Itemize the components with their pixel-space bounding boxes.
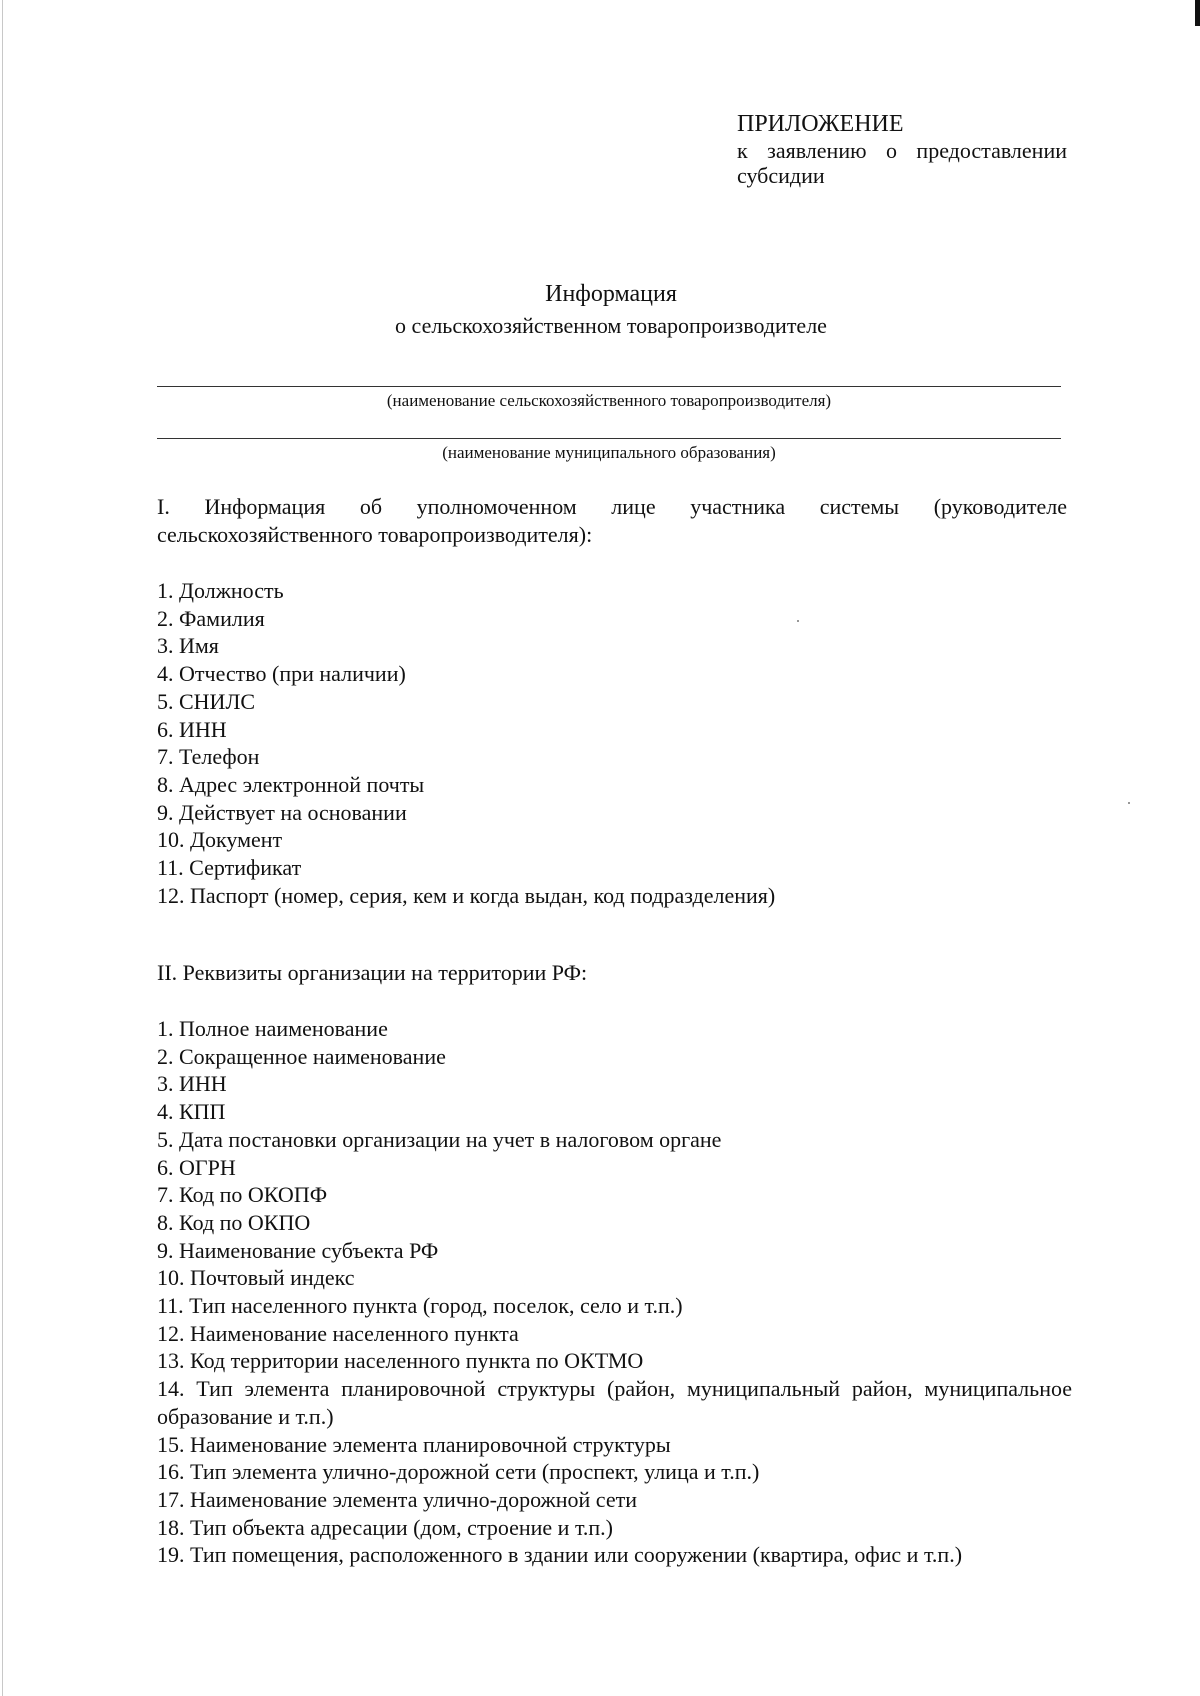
scan-speck: [1128, 802, 1130, 804]
list-item: 18. Тип объекта адресации (дом, строение и т.п.): [157, 1514, 614, 1540]
list-item: 15. Наименование элемента планировочной структуры: [157, 1431, 671, 1457]
producer-name-line: [157, 386, 1061, 387]
producer-name-caption: (наименование сельскохозяйственного товаропроизводителя): [386, 391, 832, 410]
list-item: 13. Код территории населенного пункта по ОКТМО: [157, 1348, 644, 1374]
list-item: 11. Тип населенного пункта (город, поселок, село и т.п.): [157, 1293, 683, 1319]
document-subtitle: о сельскохозяйственном товаропроизводителе: [395, 313, 827, 338]
list-item: 14. Тип элемента планировочной структуры (район, муниципальный район, муниципальное образование и т.п.): [157, 1376, 1072, 1429]
list-item: 9. Наименование субъекта РФ: [157, 1237, 439, 1263]
list-item: 2. Сокращенное наименование: [157, 1043, 446, 1069]
list-item: 12. Наименование населенного пункта: [157, 1320, 519, 1346]
list-item: 4. КПП: [157, 1099, 226, 1125]
list-item: 10. Почтовый индекс: [157, 1265, 355, 1291]
list-item: 1. Полное наименование: [157, 1016, 388, 1041]
list-item: 4. Отчество (при наличии): [157, 661, 406, 687]
list-item: 8. Адрес электронной почты: [157, 771, 425, 797]
appendix-title: ПРИЛОЖЕНИЕ: [737, 111, 904, 137]
list-item: 11. Сертификат: [157, 855, 302, 881]
municipality-name-caption: (наименование муниципального образования): [442, 443, 776, 462]
document-title-block: [0, 278, 1200, 342]
list-item: 5. Дата постановки организации на учет в налоговом органе: [157, 1126, 722, 1152]
list-item: 10. Документ: [157, 827, 283, 853]
list-item: 6. ОГРН: [157, 1154, 236, 1180]
appendix-subtitle: к заявлению о предоставлении субсидии: [737, 138, 1067, 188]
section-1-heading: I. Информация об уполномоченном лице участника системы (руководителе сельскохозяйственного товаропроизводителя):: [157, 494, 1067, 547]
list-item: 16. Тип элемента улично-дорожной сети (проспект, улица и т.п.): [157, 1459, 760, 1485]
list-item: 9. Действует на основании: [157, 799, 407, 825]
document-title: Информация: [545, 281, 677, 307]
list-item: 19. Тип помещения, расположенного в здании или сооружении (квартира, офис и т.п.): [157, 1542, 963, 1568]
list-item: 5. СНИЛС: [157, 688, 256, 714]
list-item: 3. ИНН: [157, 1071, 227, 1097]
list-item: 6. ИНН: [157, 716, 227, 742]
list-item: 8. Код по ОКПО: [157, 1209, 311, 1235]
list-item: 2. Фамилия: [157, 605, 265, 631]
section-2-heading: II. Реквизиты организации на территории РФ:: [157, 960, 588, 985]
list-item: 1. Должность: [157, 578, 284, 603]
list-item: 17. Наименование элемента улично-дорожной сети: [157, 1486, 637, 1512]
scan-edge-line: [2, 0, 3, 1696]
section-1-list: [157, 577, 1072, 909]
scan-corner-mark: [1195, 0, 1200, 26]
list-item: 3. Имя: [157, 633, 219, 659]
list-item: 7. Код по ОКОПФ: [157, 1182, 328, 1208]
list-item: 12. Паспорт (номер, серия, кем и когда выдан, код подразделения): [157, 882, 776, 908]
appendix-block: [737, 110, 1067, 188]
municipality-name-line: [157, 438, 1061, 439]
list-item: 7. Телефон: [157, 744, 260, 770]
section-2-list: [157, 1015, 1072, 1569]
